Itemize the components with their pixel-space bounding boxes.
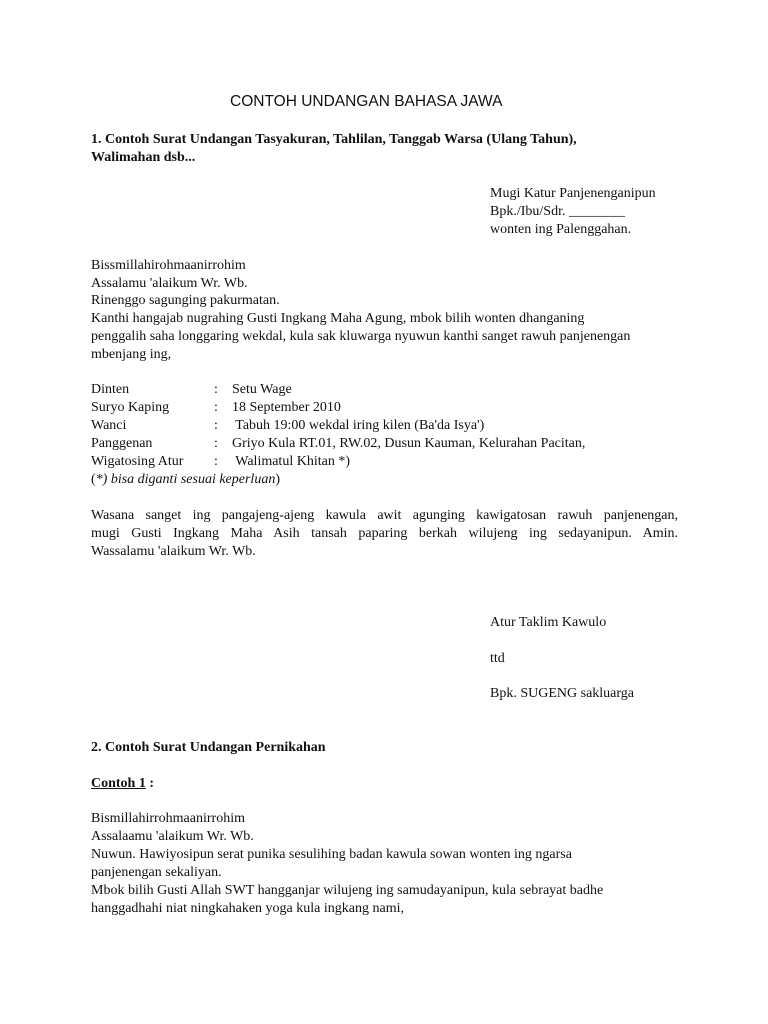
opening-line: penggalih saha longgaring wekdal, kula sak kluwarga nyuwun kanthi sanget rawuh panjenengan xyxy=(91,329,631,344)
closing-line: mugi Gusti Ingkang Maha Asih tansah paparing berkah wilujeng ing sedayanipun. Amin. xyxy=(91,526,678,541)
section2-line: Nuwun. Hawiyosipun serat punika sesulihing badan kawula sowan wonten ing ngarsa xyxy=(91,847,572,862)
signature-line: Atur Taklim Kawulo xyxy=(490,615,607,630)
opening-line: Kanthi hangajab nugrahing Gusti Ingkang Maha Agung, mbok bilih wonten dhanganing xyxy=(91,311,585,326)
opening-line: Assalamu 'alaikum Wr. Wb. xyxy=(91,276,248,291)
opening-line: mbenjang ing, xyxy=(91,347,172,362)
detail-value: Tabuh 19:00 wekdal iring kilen (Ba'da Isya') xyxy=(232,418,485,433)
section2-line: hanggadhahi niat ningkahaken yoga kula ingkang nami, xyxy=(91,901,404,916)
detail-value: Walimatul Khitan *) xyxy=(232,454,350,469)
detail-colon: : xyxy=(214,436,218,451)
detail-label: Wigatosing Atur xyxy=(91,454,184,469)
section1-heading-line2: Walimahan dsb... xyxy=(91,150,196,165)
section1-heading-line1: 1. Contoh Surat Undangan Tasyakuran, Tahlilan, Tanggab Warsa (Ulang Tahun), xyxy=(91,132,577,147)
example-label-suffix: : xyxy=(145,776,155,791)
detail-label: Suryo Kaping xyxy=(91,400,170,415)
note-open: ( xyxy=(91,472,96,487)
example-label-text: Contoh 1 xyxy=(91,776,146,791)
address-line: wonten ing Palenggahan. xyxy=(490,222,632,237)
detail-value: Setu Wage xyxy=(232,382,292,397)
document-title: CONTOH UNDANGAN BAHASA JAWA xyxy=(230,93,503,110)
detail-label: Wanci xyxy=(91,418,127,433)
detail-label: Panggenan xyxy=(91,436,153,451)
note xyxy=(91,471,280,489)
closing-line: Wasana sanget ing pangajeng-ajeng kawula awit agunging kawigatosan rawuh panjenengan, xyxy=(91,508,678,523)
signature-name: Bpk. SUGENG sakluarga xyxy=(490,686,635,701)
section2-line: Bismillahirrohmaanirrohim xyxy=(91,811,245,826)
detail-label: Dinten xyxy=(91,382,130,397)
detail-value: Griyo Kula RT.01, RW.02, Dusun Kauman, Kelurahan Pacitan, xyxy=(232,436,586,451)
note-text: *) bisa diganti sesuai keperluan xyxy=(95,472,276,487)
example-label xyxy=(91,775,154,793)
detail-colon: : xyxy=(214,454,218,469)
opening-line: Bissmillahirohmaanirrohim xyxy=(91,258,246,273)
signature-ttd: ttd xyxy=(490,651,505,666)
note-close: ) xyxy=(275,472,280,487)
section2-heading: 2. Contoh Surat Undangan Pernikahan xyxy=(91,740,326,755)
section2-line: panjenengan sekaliyan. xyxy=(91,865,222,880)
detail-colon: : xyxy=(214,418,218,433)
detail-colon: : xyxy=(214,400,218,415)
detail-value: 18 September 2010 xyxy=(232,400,341,415)
detail-colon: : xyxy=(214,382,218,397)
closing-line: Wassalamu 'alaikum Wr. Wb. xyxy=(91,544,256,559)
opening-line: Rinenggo sagunging pakurmatan. xyxy=(91,293,280,308)
address-line: Mugi Katur Panjenenganipun xyxy=(490,186,656,201)
address-line: Bpk./Ibu/Sdr. ________ xyxy=(490,204,625,219)
section2-line: Mbok bilih Gusti Allah SWT hangganjar wilujeng ing samudayanipun, kula sebrayat badhe xyxy=(91,883,604,898)
section2-line: Assalaamu 'alaikum Wr. Wb. xyxy=(91,829,254,844)
